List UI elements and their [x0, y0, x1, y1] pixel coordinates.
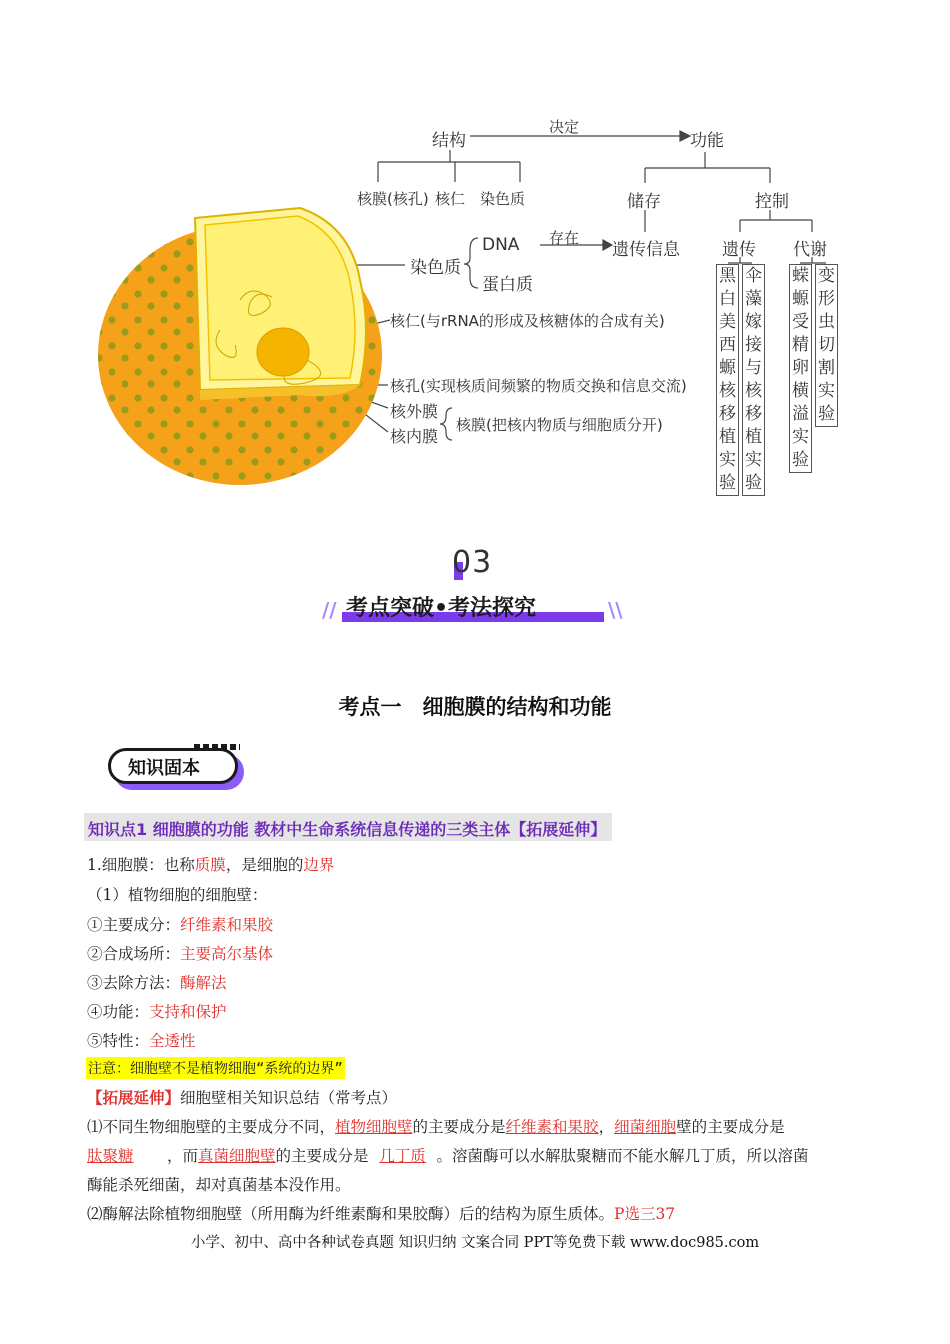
topic-title: 考点一 细胞膜的结构和功能: [338, 695, 612, 719]
label-nucleolus-short: 核仁: [435, 190, 466, 208]
label-genetic-info: 遗传信息: [612, 240, 680, 260]
label-chromatin: 染色质: [410, 258, 461, 278]
cell-illustration: [98, 208, 382, 485]
badge-label: 知识固本: [128, 758, 200, 779]
section-number: 03: [452, 545, 493, 580]
line-synthesis-site: ②合成场所：主要高尔基体: [87, 945, 274, 963]
line-removal-method: ③去除方法：酶解法: [87, 974, 227, 992]
line-membrane: 1.细胞膜：也称质膜，是细胞的边界: [87, 856, 335, 874]
label-exists: 存在: [549, 229, 580, 247]
line-property: ⑤特性：全透性: [87, 1032, 196, 1050]
note-highlight: 注意：细胞壁不是植物细胞“系统的边界”: [86, 1057, 345, 1079]
experiment-box-3: 蝾 螈 受 精 卵 横 溢 实 验: [789, 264, 812, 473]
line-extension-heading: 【拓展延伸】细胞壁相关知识总结（常考点）: [87, 1088, 398, 1107]
knowledge-heading-text: 知识点1 细胞膜的功能 教材中生命系统信息传递的三类主体【拓展延伸】: [88, 820, 607, 839]
line-paragraph-3: 酶能杀死细菌，却对真菌基本没作用。: [87, 1176, 351, 1194]
line-paragraph-2: 肽聚糖 ，而真菌细胞壁的主要成分是 几丁质 。溶菌酶可以水解肽聚糖而不能水解几丁质，所以溶菌: [87, 1147, 809, 1165]
label-control: 控制: [755, 192, 789, 212]
label-heredity: 遗传: [722, 240, 756, 260]
knowledge-badge: [108, 748, 244, 790]
experiment-box-2: 伞 藻 嫁 接 与 核 移 植 实 验: [742, 264, 765, 496]
line-paragraph-4: ⑵酶解法除植物细胞壁（所用酶为纤维素酶和果胶酶）后的结构为原生质体。P选三37: [87, 1205, 676, 1223]
section-banner-title: 考点突破•考法探究: [346, 596, 537, 621]
label-metabolism: 代谢: [793, 240, 827, 260]
label-envelope-function: 核膜(把核内物质与细胞质分开): [456, 416, 663, 434]
label-function: 功能: [690, 131, 724, 151]
line-main-component: ①主要成分：纤维素和果胶: [87, 916, 274, 934]
label-storage: 储存: [627, 192, 661, 212]
line-function: ④功能：支持和保护: [87, 1003, 227, 1021]
label-inner-membrane: 核内膜: [390, 427, 439, 446]
label-envelope-pore: 核膜(核孔): [357, 190, 429, 208]
knowledge-heading: [84, 813, 612, 841]
label-dna: DNA: [482, 235, 520, 255]
banner-slash-right: \\: [608, 598, 623, 622]
page-footer: 小学、初中、高中各种试卷真题 知识归纳 文案合同 PPT等免费下载 www.doc985.com: [190, 1235, 760, 1251]
label-structure: 结构: [432, 131, 466, 151]
label-outer-membrane: 核外膜: [390, 402, 439, 421]
label-protein: 蛋白质: [482, 275, 533, 295]
banner-slash-left: //: [322, 598, 337, 622]
line-cell-wall-heading: （1）植物细胞的细胞壁：: [87, 886, 268, 904]
experiment-box-4: 变 形 虫 切 割 实 验: [815, 264, 838, 427]
label-pore-function: 核孔(实现核质间频繁的物质交换和信息交流): [390, 377, 687, 395]
label-nucleolus-function: 核仁(与rRNA的形成及核糖体的合成有关): [390, 312, 665, 330]
experiment-box-1: 黑 白 美 西 螈 核 移 植 实 验: [716, 264, 739, 496]
label-chromatin-short: 染色质: [480, 190, 526, 208]
line-paragraph-1: ⑴不同生物细胞壁的主要成分不同，植物细胞壁的主要成分是纤维素和果胶，细菌细胞壁的主要成分是: [87, 1118, 785, 1136]
label-decides: 决定: [549, 118, 580, 136]
